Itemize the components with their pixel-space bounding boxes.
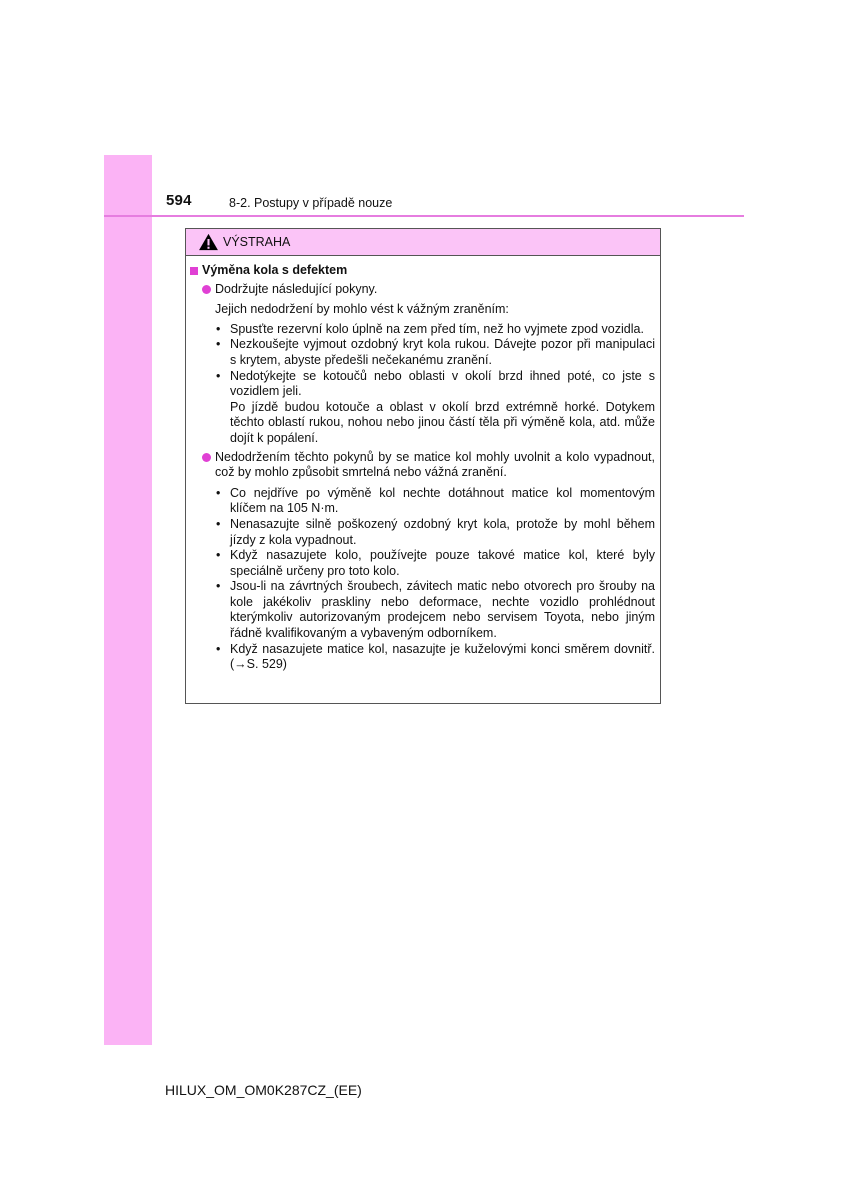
list-item-text: Když nasazujete kolo, používejte pouze takové matice kol, které byly speciálně určeny pro toto kolo. — [230, 548, 655, 578]
bullet-icon: • — [216, 516, 221, 531]
list-item-text: Po jízdě budou kotouče a oblast v okolí brzd extrémně horké. Dotykem těchto oblastí rukou, nohou nebo jinou částí těla při výměně kola, atd. může dojít k popálení. — [230, 399, 655, 445]
list-item-text: Co nejdříve po výměně kol nechte dotáhnout matice kol momentovým klíčem na 105 N·m. — [230, 485, 655, 516]
warning-label: VÝSTRAHA — [223, 235, 291, 249]
square-bullet-icon — [190, 267, 198, 275]
bullet-icon: • — [216, 485, 221, 500]
circle-bullet-icon — [202, 285, 211, 294]
list-item-text: Nezkoušejte vyjmout ozdobný kryt kola rukou. Dávejte pozor při manipulaci s krytem, abyste předešli nečekanému zranění. — [230, 337, 655, 367]
page-number: 594 — [166, 192, 192, 209]
list-item — [215, 579, 655, 641]
warning-triangle-icon — [198, 233, 219, 251]
bullet-icon: • — [216, 368, 221, 383]
warning-body — [186, 256, 660, 673]
circle-bullet-icon — [202, 453, 211, 462]
bullet-icon: • — [216, 548, 221, 563]
list-item — [215, 369, 655, 400]
warning-point — [202, 450, 655, 481]
point-text: Nedodržením těchto pokynů by se matice kol mohly uvolnit a kolo vypadnout, což by mohlo způsobit smrtelná nebo vážná zranění. — [215, 449, 655, 480]
bullet-icon: • — [216, 579, 221, 594]
warning-topic-text: Výměna kola s defektem — [202, 263, 348, 277]
list-item-text: Když nasazujete matice kol, nasazujte je kuželovými konci směrem dovnitř. (→S. 529) — [230, 641, 655, 672]
document-code: HILUX_OM_OM0K287CZ_(EE) — [165, 1082, 362, 1098]
list-item — [215, 642, 655, 673]
instruction-list — [215, 486, 655, 673]
list-item-text: Nenasazujte silně poškozený ozdobný kryt kola, protože by mohl během jízdy z kola vypadnout. — [230, 516, 655, 547]
list-item-text: Nedotýkejte se kotoučů nebo oblasti v okolí brzd ihned poté, co jste s vozidlem jeli. — [230, 368, 655, 399]
chapter-side-tab — [104, 155, 152, 1045]
list-item-text: Spusťte rezervní kolo úplně na zem před tím, než ho vyjmete zpod vozidla. — [230, 321, 644, 336]
warning-box — [185, 228, 661, 704]
list-item-text: Jsou-li na závrtných šroubech, závitech matic nebo otvorech pro šrouby na kole jakékoliv praskliny nebo deformace, nechte vozidlo prohlédnout kterýmkoliv autorizovaným prodejcem nebo servisem Toyota, nebo jiným řádně kvalifikovaným a vybaveným odborníkem. — [230, 579, 655, 641]
list-item — [215, 548, 655, 579]
warning-topic — [190, 263, 655, 279]
list-item — [215, 337, 655, 368]
warning-header — [186, 229, 660, 256]
header-rule — [104, 215, 744, 217]
warning-point — [202, 282, 655, 298]
list-item-continuation — [215, 400, 655, 447]
instruction-list — [215, 322, 655, 447]
point-text: Dodržujte následující pokyny. — [215, 281, 378, 296]
section-title: 8-2. Postupy v případě nouze — [229, 196, 393, 210]
point-intro: Jejich nedodržení by mohlo vést k vážným zraněním: — [215, 302, 509, 317]
bullet-icon: • — [216, 321, 221, 336]
list-item — [215, 322, 655, 338]
bullet-icon: • — [216, 641, 221, 656]
list-item — [215, 517, 655, 548]
list-item — [215, 486, 655, 517]
bullet-icon: • — [216, 337, 221, 352]
